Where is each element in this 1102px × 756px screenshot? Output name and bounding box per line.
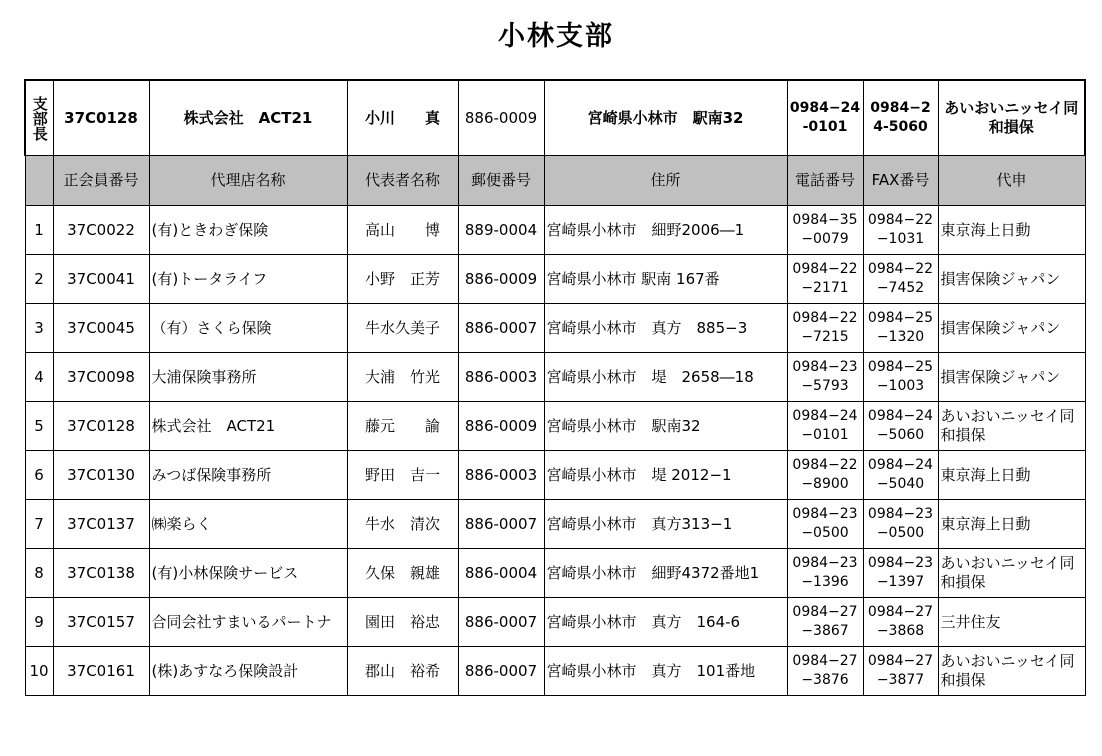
member-no-cell: 37C0022 bbox=[53, 206, 149, 255]
column-header: 代理店名称 bbox=[149, 156, 347, 206]
member-table bbox=[24, 79, 1086, 696]
address-cell: 宮崎県小林市 堤 2658―18 bbox=[544, 353, 787, 402]
postal-cell: 889-0004 bbox=[458, 206, 544, 255]
fax-cell: 0984−24-5060 bbox=[863, 80, 938, 156]
agency-cell: (有)小林保険サービス bbox=[149, 549, 347, 598]
address-cell: 宮崎県小林市 細野4372番地1 bbox=[544, 549, 787, 598]
postal-cell: 886-0003 bbox=[458, 353, 544, 402]
row-number-cell: 8 bbox=[25, 549, 53, 598]
agency-cell: (有)ときわぎ保険 bbox=[149, 206, 347, 255]
branch-head-row bbox=[25, 80, 1085, 156]
phone-cell: 0984−23−0500 bbox=[787, 500, 863, 549]
postal-cell: 886-0007 bbox=[458, 500, 544, 549]
row-number-cell: 1 bbox=[25, 206, 53, 255]
postal-cell: 886-0007 bbox=[458, 304, 544, 353]
role-cell bbox=[25, 80, 53, 156]
column-header: 代申 bbox=[938, 156, 1085, 206]
column-header: 住所 bbox=[544, 156, 787, 206]
phone-cell: 0984−27−3876 bbox=[787, 647, 863, 696]
fax-cell: 0984−27−3868 bbox=[863, 598, 938, 647]
column-header: 代表者名称 bbox=[347, 156, 458, 206]
agency-cell: (有)トータライフ bbox=[149, 255, 347, 304]
postal-cell: 886-0009 bbox=[458, 402, 544, 451]
insurer-cell: あいおいニッセイ同和損保 bbox=[938, 80, 1085, 156]
postal-cell: 886-0004 bbox=[458, 549, 544, 598]
insurer-cell: 東京海上日動 bbox=[938, 451, 1085, 500]
postal-cell: 886-0009 bbox=[458, 80, 544, 156]
phone-cell: 0984−22−2171 bbox=[787, 255, 863, 304]
column-header: 電話番号 bbox=[787, 156, 863, 206]
representative-cell: 小川 真 bbox=[347, 80, 458, 156]
column-header: 郵便番号 bbox=[458, 156, 544, 206]
fax-cell: 0984−27−3877 bbox=[863, 647, 938, 696]
representative-cell: 小野 正芳 bbox=[347, 255, 458, 304]
phone-cell: 0984−27−3867 bbox=[787, 598, 863, 647]
representative-cell: 久保 親雄 bbox=[347, 549, 458, 598]
table-row bbox=[25, 598, 1085, 647]
representative-cell: 高山 博 bbox=[347, 206, 458, 255]
role-label: 支部長 bbox=[30, 95, 49, 141]
agency-cell: ㈱楽らく bbox=[149, 500, 347, 549]
row-number-cell: 2 bbox=[25, 255, 53, 304]
row-number-cell: 6 bbox=[25, 451, 53, 500]
page-title: 小林支部 bbox=[498, 21, 614, 52]
fax-cell: 0984−22−1031 bbox=[863, 206, 938, 255]
insurer-cell: 損害保険ジャパン bbox=[938, 353, 1085, 402]
agency-cell: 株式会社 ACT21 bbox=[149, 402, 347, 451]
insurer-cell: 損害保険ジャパン bbox=[938, 304, 1085, 353]
insurer-cell: あいおいニッセイ同和損保 bbox=[938, 402, 1085, 451]
representative-cell: 大浦 竹光 bbox=[347, 353, 458, 402]
address-cell: 宮崎県小林市 真方 101番地 bbox=[544, 647, 787, 696]
representative-cell: 藤元 諭 bbox=[347, 402, 458, 451]
fax-cell: 0984−23−1397 bbox=[863, 549, 938, 598]
header-row bbox=[25, 156, 1085, 206]
member-no-cell: 37C0041 bbox=[53, 255, 149, 304]
table-row bbox=[25, 500, 1085, 549]
agency-cell: みつば保険事務所 bbox=[149, 451, 347, 500]
member-no-cell: 37C0137 bbox=[53, 500, 149, 549]
representative-cell: 牛水久美子 bbox=[347, 304, 458, 353]
column-header: 正会員番号 bbox=[53, 156, 149, 206]
insurer-cell: あいおいニッセイ同和損保 bbox=[938, 647, 1085, 696]
fax-cell: 0984−24−5060 bbox=[863, 402, 938, 451]
insurer-cell: 三井住友 bbox=[938, 598, 1085, 647]
representative-cell: 園田 裕忠 bbox=[347, 598, 458, 647]
member-no-cell: 37C0128 bbox=[53, 402, 149, 451]
insurer-cell: あいおいニッセイ同和損保 bbox=[938, 549, 1085, 598]
member-no-cell: 37C0130 bbox=[53, 451, 149, 500]
fax-cell: 0984−23−0500 bbox=[863, 500, 938, 549]
column-header: FAX番号 bbox=[863, 156, 938, 206]
fax-cell: 0984−24−5040 bbox=[863, 451, 938, 500]
table-row bbox=[25, 353, 1085, 402]
phone-cell: 0984−23−5793 bbox=[787, 353, 863, 402]
row-number-cell: 5 bbox=[25, 402, 53, 451]
table-row bbox=[25, 304, 1085, 353]
phone-cell: 0984−24−0101 bbox=[787, 402, 863, 451]
address-cell: 宮崎県小林市 堤 2012−1 bbox=[544, 451, 787, 500]
postal-cell: 886-0003 bbox=[458, 451, 544, 500]
address-cell: 宮崎県小林市 真方 164-6 bbox=[544, 598, 787, 647]
address-cell: 宮崎県小林市 駅南 167番 bbox=[544, 255, 787, 304]
representative-cell: 牛水 清次 bbox=[347, 500, 458, 549]
postal-cell: 886-0007 bbox=[458, 598, 544, 647]
row-number-cell: 9 bbox=[25, 598, 53, 647]
agency-cell: （有）さくら保険 bbox=[149, 304, 347, 353]
row-number-cell: 10 bbox=[25, 647, 53, 696]
table-row bbox=[25, 451, 1085, 500]
fax-cell: 0984−25−1003 bbox=[863, 353, 938, 402]
member-no-cell: 37C0157 bbox=[53, 598, 149, 647]
postal-cell: 886-0009 bbox=[458, 255, 544, 304]
address-cell: 宮崎県小林市 真方 885−3 bbox=[544, 304, 787, 353]
row-number-cell: 3 bbox=[25, 304, 53, 353]
address-cell: 宮崎県小林市 駅南32 bbox=[544, 402, 787, 451]
row-number-cell: 7 bbox=[25, 500, 53, 549]
agency-cell: 大浦保険事務所 bbox=[149, 353, 347, 402]
phone-cell: 0984−22−8900 bbox=[787, 451, 863, 500]
member-no-cell: 37C0161 bbox=[53, 647, 149, 696]
member-no-cell: 37C0098 bbox=[53, 353, 149, 402]
address-cell: 宮崎県小林市 真方313−1 bbox=[544, 500, 787, 549]
member-no-cell: 37C0128 bbox=[53, 80, 149, 156]
table-row bbox=[25, 206, 1085, 255]
agency-cell: 株式会社 ACT21 bbox=[149, 80, 347, 156]
table-row bbox=[25, 255, 1085, 304]
representative-cell: 野田 吉一 bbox=[347, 451, 458, 500]
agency-cell: (株)あすなろ保険設計 bbox=[149, 647, 347, 696]
phone-cell: 0984−35−0079 bbox=[787, 206, 863, 255]
phone-cell: 0984−22−7215 bbox=[787, 304, 863, 353]
table-row bbox=[25, 647, 1085, 696]
insurer-cell: 損害保険ジャパン bbox=[938, 255, 1085, 304]
insurer-cell: 東京海上日動 bbox=[938, 500, 1085, 549]
member-no-cell: 37C0138 bbox=[53, 549, 149, 598]
representative-cell: 郡山 裕希 bbox=[347, 647, 458, 696]
agency-cell: 合同会社すまいるパートナ bbox=[149, 598, 347, 647]
fax-cell: 0984−22−7452 bbox=[863, 255, 938, 304]
phone-cell: 0984−23−1396 bbox=[787, 549, 863, 598]
table-row bbox=[25, 402, 1085, 451]
phone-cell: 0984−24-0101 bbox=[787, 80, 863, 156]
insurer-cell: 東京海上日動 bbox=[938, 206, 1085, 255]
address-cell: 宮崎県小林市 駅南32 bbox=[544, 80, 787, 156]
column-header bbox=[25, 156, 53, 206]
row-number-cell: 4 bbox=[25, 353, 53, 402]
member-no-cell: 37C0045 bbox=[53, 304, 149, 353]
fax-cell: 0984−25−1320 bbox=[863, 304, 938, 353]
table-row bbox=[25, 549, 1085, 598]
address-cell: 宮崎県小林市 細野2006―1 bbox=[544, 206, 787, 255]
postal-cell: 886-0007 bbox=[458, 647, 544, 696]
